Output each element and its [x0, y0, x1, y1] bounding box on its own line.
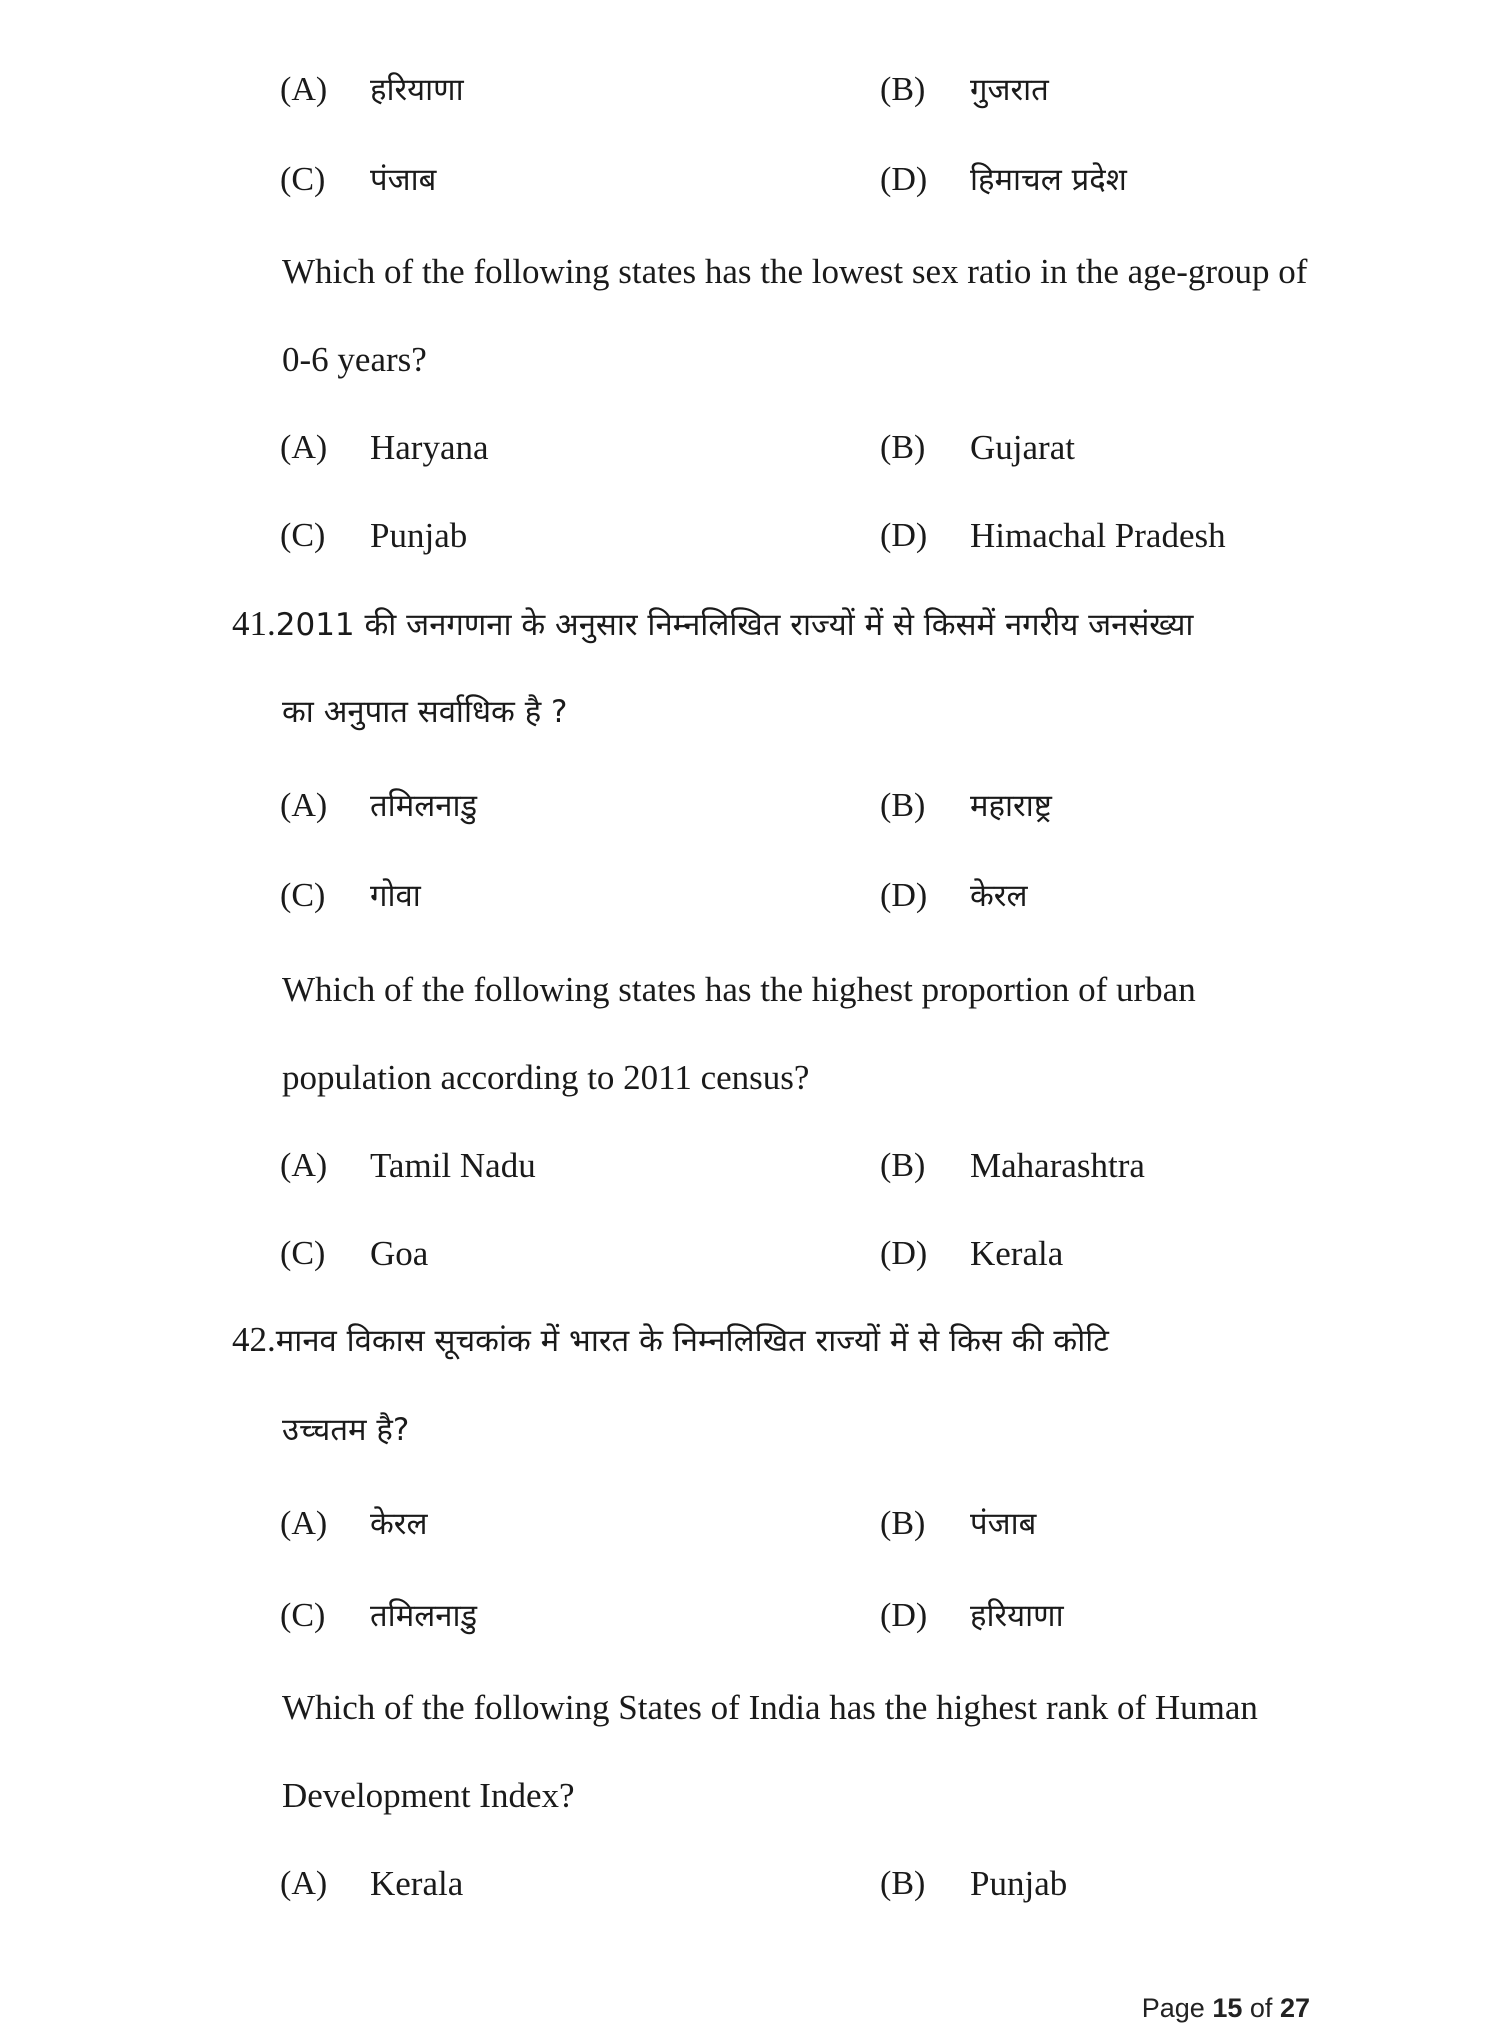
- option-text-d: हिमाचल प्रदेश: [970, 162, 1127, 198]
- question-number: 41.: [232, 604, 276, 643]
- question-text-en: Which of the following States of India has the highest rank of Human: [282, 1688, 1258, 1727]
- option-row: [0, 776, 1505, 836]
- option-text-c: तमिलनाडु: [370, 1598, 478, 1634]
- option-label-a: (A): [280, 71, 328, 108]
- option-text-b: महाराष्ट्र: [970, 788, 1052, 824]
- option-text-d: Himachal Pradesh: [970, 516, 1226, 555]
- option-label-c: (C): [280, 1597, 326, 1634]
- question-42-line: [232, 1310, 1109, 1371]
- option-label-b: (B): [880, 1865, 926, 1902]
- question-text-en: population according to 2011 census?: [282, 1058, 810, 1097]
- option-row: [0, 150, 1505, 210]
- option-row: [0, 1224, 1505, 1284]
- question-41-line: [232, 594, 1193, 655]
- option-label-c: (C): [280, 1235, 326, 1272]
- option-row: [0, 866, 1505, 926]
- current-page: 15: [1212, 1993, 1243, 2023]
- option-label-c: (C): [280, 877, 326, 914]
- question-text-hi: 2011 की जनगणना के अनुसार निम्नलिखित राज्यों में से किसमें नगरीय जनसंख्या: [275, 607, 1194, 643]
- option-text-c: गोवा: [370, 878, 421, 914]
- option-label-a: (A): [280, 1865, 328, 1902]
- option-text-a: Tamil Nadu: [370, 1146, 536, 1185]
- question-text-hi: मानव विकास सूचकांक में भारत के निम्नलिखित राज्यों में से किस की कोटि: [275, 1323, 1109, 1359]
- question-number: 42.: [232, 1320, 276, 1359]
- option-label-b: (B): [880, 787, 926, 824]
- option-label-d: (D): [880, 161, 928, 198]
- option-text-a: केरल: [370, 1506, 428, 1542]
- option-row: [0, 1136, 1505, 1196]
- question-text-hi: उच्चतम है?: [282, 1412, 410, 1448]
- page-number-footer: [1142, 1990, 1310, 2026]
- option-text-c: Punjab: [370, 516, 468, 555]
- option-label-c: (C): [280, 161, 326, 198]
- option-row: [0, 418, 1505, 478]
- option-label-b: (B): [880, 429, 926, 466]
- option-text-b: Maharashtra: [970, 1146, 1145, 1185]
- page-word: Page: [1141, 1993, 1205, 2023]
- option-row: [0, 1586, 1505, 1646]
- option-label-a: (A): [280, 1505, 328, 1542]
- option-row: [0, 1494, 1505, 1554]
- question-text-en: Which of the following states has the highest proportion of urban: [282, 970, 1196, 1009]
- option-text-d: Kerala: [970, 1234, 1064, 1273]
- option-label-a: (A): [280, 787, 328, 824]
- option-text-c: पंजाब: [370, 162, 437, 198]
- option-text-a: Kerala: [370, 1864, 464, 1903]
- option-text-d: हरियाणा: [970, 1598, 1064, 1634]
- option-text-b: Punjab: [970, 1864, 1068, 1903]
- option-label-c: (C): [280, 517, 326, 554]
- option-text-d: केरल: [970, 878, 1028, 914]
- question-text-hi: का अनुपात सर्वाधिक है ?: [282, 694, 568, 730]
- of-word: of: [1249, 1993, 1273, 2023]
- option-label-a: (A): [280, 1147, 328, 1184]
- option-text-c: Goa: [370, 1234, 429, 1273]
- option-row: [0, 60, 1505, 120]
- question-text-en: Development Index?: [282, 1776, 575, 1815]
- option-label-b: (B): [880, 71, 926, 108]
- option-label-d: (D): [880, 1597, 928, 1634]
- option-label-b: (B): [880, 1505, 926, 1542]
- option-row: [0, 1854, 1505, 1914]
- option-label-d: (D): [880, 517, 928, 554]
- total-pages: 27: [1279, 1993, 1310, 2023]
- option-text-b: गुजरात: [970, 72, 1049, 108]
- option-text-a: Haryana: [370, 428, 489, 467]
- option-row: [0, 506, 1505, 566]
- option-text-a: हरियाणा: [370, 72, 464, 108]
- option-label-b: (B): [880, 1147, 926, 1184]
- option-label-a: (A): [280, 429, 328, 466]
- option-text-b: Gujarat: [970, 428, 1075, 467]
- option-label-d: (D): [880, 1235, 928, 1272]
- option-text-a: तमिलनाडु: [370, 788, 478, 824]
- question-text-en: Which of the following states has the lowest sex ratio in the age-group of: [282, 252, 1308, 291]
- option-label-d: (D): [880, 877, 928, 914]
- question-text-en: 0-6 years?: [282, 340, 427, 379]
- option-text-b: पंजाब: [970, 1506, 1037, 1542]
